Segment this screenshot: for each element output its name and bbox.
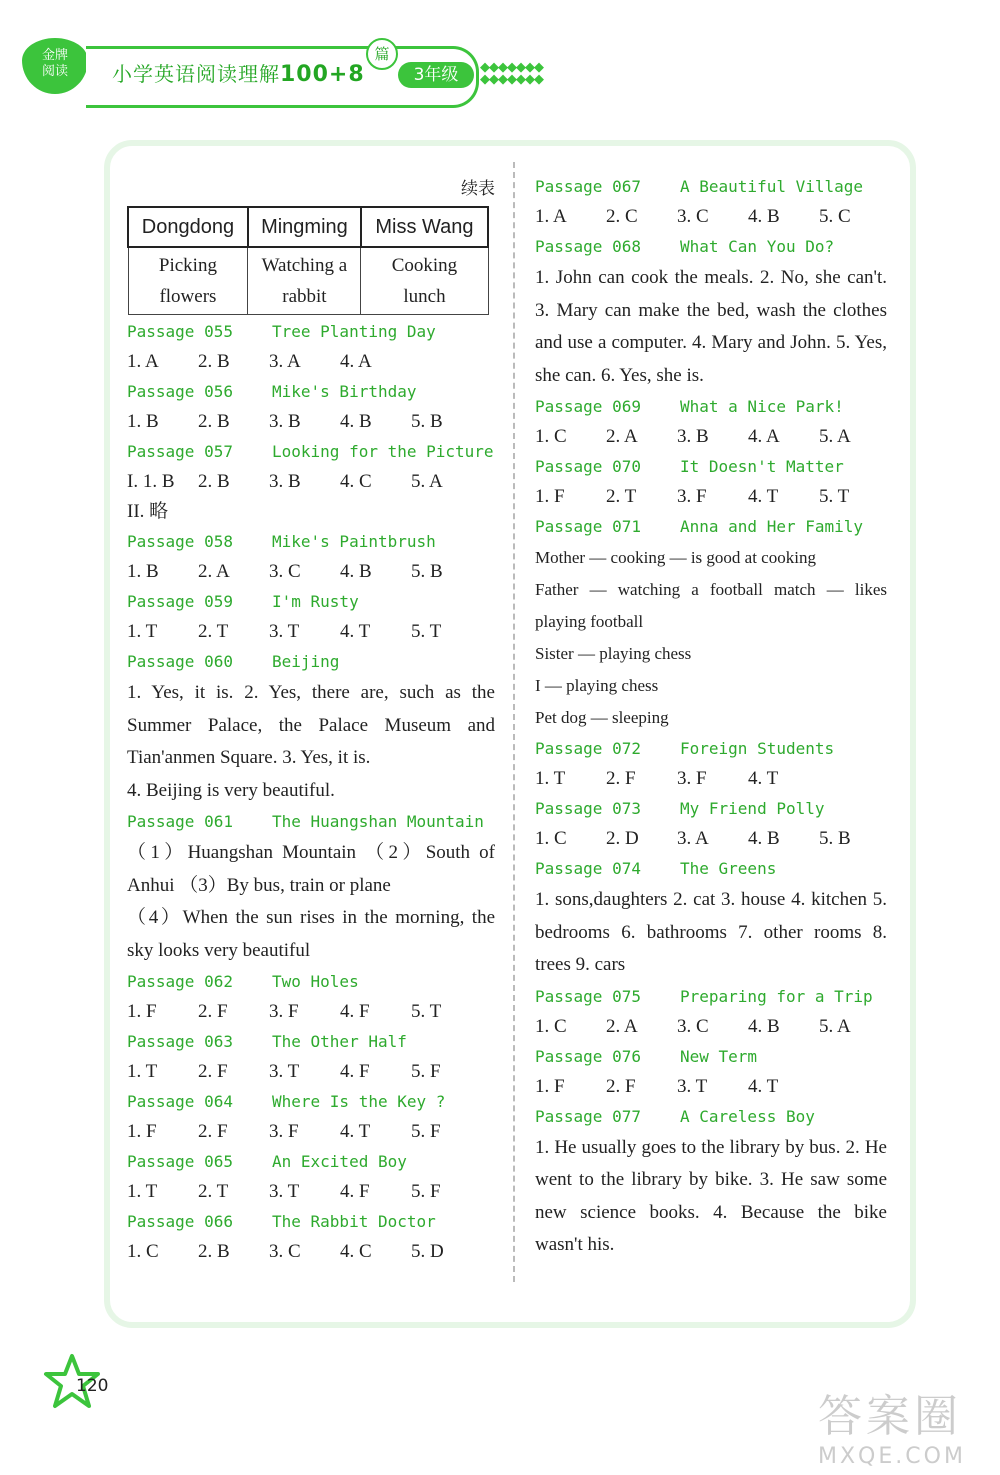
diamond-row: ◆◆◆◆◆◆◆ [480,72,543,87]
answer: 2. T [198,1181,229,1202]
answer-row [127,1237,495,1267]
answer: 3. F [677,768,707,789]
answer: 1. T [127,1061,158,1082]
table-cell [248,247,361,315]
answer: 2. C [606,206,638,227]
answer: 2. F [198,1061,228,1082]
answer: 2. F [606,768,636,789]
passage-heading [127,1147,495,1177]
passage-title: Two Holes [272,972,359,991]
passage-title: Foreign Students [680,739,835,758]
passage-heading [535,982,887,1012]
answer: 4. T [340,621,371,642]
answer-row [535,482,887,512]
answer: 2. A [606,426,638,447]
answer: 3. B [269,411,301,432]
answer: 4. C [340,471,372,492]
answer-text: 1. Yes, it is. 2. Yes, there are, such as the Summer Palace, the Palace Museum and Tian'anmen Square. 3. Yes, it is. [127,682,495,768]
answer: 2. D [606,828,639,849]
passage-number: Passage 070 [535,457,641,476]
passage-title: What Can You Do? [680,237,835,256]
answer: 4. B [340,561,372,582]
answer: 2. B [198,351,230,372]
answer: 5. T [411,1001,442,1022]
answer: 4. A [748,426,780,447]
answer-row [127,997,495,1027]
answer: 1. F [535,486,565,507]
answer: 1. B [127,561,159,582]
answer: 4. T [748,768,779,789]
answer: 1. F [127,1001,157,1022]
answer: 1. C [127,1241,159,1262]
passage-title: Where Is the Key ? [272,1092,446,1111]
answer-row [535,202,887,232]
passage-number: Passage 059 [127,592,233,611]
table-cell-line: Watching a [261,255,348,276]
passage-number: Passage 073 [535,799,641,818]
passage-heading [127,437,495,467]
passage-heading [127,1027,495,1057]
answer: 5. F [411,1181,441,1202]
answer: 3. T [269,1061,300,1082]
answer-text: 1. He usually goes to the library by bus. 2. He went to the library by bike. 3. He saw some new science books. 4. Because the bike wasn't his. [535,1136,887,1255]
answer: 3. A [269,351,301,372]
answer: 3. A [677,828,709,849]
passage-heading [535,232,887,262]
answer-row [127,347,495,377]
passage-title: The Huangshan Mountain [272,812,484,831]
answer: 4. F [340,1181,370,1202]
passage-title: The Other Half [272,1032,407,1051]
passage-title: New Term [680,1046,758,1066]
answer-line: I — playing chess [535,676,659,695]
answer: 2. A [606,1015,638,1037]
answer: 5. A [819,1015,851,1037]
answer: 5. D [411,1241,444,1262]
answer-row [535,1072,887,1102]
grade-label: 3年级 [398,62,474,88]
passage-heading [535,392,887,422]
answer: 2. B [198,1241,230,1262]
answer: 5. A [411,471,443,492]
passage-number: Passage 076 [535,1046,641,1066]
answer-text: 1. sons,daughters 2. cat 3. house 4. kitchen 5. bedrooms 6. bathrooms 7. other rooms 8. trees 9. cars [535,889,887,975]
column-divider [513,162,515,1282]
answer: 4. T [748,1075,779,1097]
answer: 3. T [677,1075,708,1097]
answer-row [535,824,887,854]
passage-number: Passage 061 [127,812,233,831]
passage-number: Passage 068 [535,237,641,256]
page-number: 120 [76,1376,109,1396]
left-column [127,172,495,1267]
passage-title: It Doesn't Matter [680,457,844,476]
continued-table-label: 续表 [461,179,495,199]
table-header: Mingming [248,207,361,247]
answer: 3. F [269,1001,299,1022]
page-header [0,0,1000,120]
pian-mark: 篇 [366,38,398,70]
passage-title: Tree Planting Day [272,322,436,341]
answer: 2. T [606,486,637,507]
diamond-row: ◆◆◆◆◆◆◆ [480,60,543,75]
answer: 2. A [198,561,230,582]
answer: 3. B [269,471,301,492]
passage-heading [535,512,887,542]
passage-number: Passage 069 [535,397,641,416]
answer-text: 1. John can cook the meals. 2. No, she can't. 3. Mary can make the bed, wash the clothes and use a computer. 4. Mary and John. 5. Yes, she can. 6. Yes, she is. [535,267,887,386]
answer: 2. F [198,1121,228,1142]
passage-heading [127,587,495,617]
answer-line: Father — watching a football match — likes playing football [535,580,887,631]
passage-number: Passage 064 [127,1092,233,1111]
table-header: Miss Wang [361,207,488,247]
passage-heading [127,807,495,837]
answer: 5. B [411,411,443,432]
answer: 4. B [748,1015,780,1037]
badge-line-2: 阅读 [41,64,68,79]
passage-title: I'm Rusty [272,592,359,611]
answer-row [127,407,495,437]
answer-row [535,1012,887,1042]
passage-number: Passage 071 [535,517,641,536]
passage-number: Passage 067 [535,177,641,196]
gold-reading-badge [22,38,88,94]
passage-title: An Excited Boy [272,1152,407,1171]
passage-title: My Friend Polly [680,799,825,818]
passage-number: Passage 065 [127,1152,233,1171]
answer-line: Pet dog — sleeping [535,708,669,727]
answer: 4. C [340,1241,372,1262]
answer: 1. C [535,1015,567,1037]
passage-heading [127,967,495,997]
passage-title: Looking for the Picture [272,442,494,461]
answer: 3. C [269,1241,301,1262]
book-title-number: 100+8 [280,62,365,87]
answer: 1. F [535,1075,565,1097]
passage-number: Passage 075 [535,986,641,1006]
answer: 2. T [198,621,229,642]
passage-heading [535,172,887,202]
answer: I. 1. B [127,471,175,492]
passage-heading [535,794,887,824]
table-cell-line: flowers [159,286,217,307]
passage-heading [127,527,495,557]
table-cell-line: Cooking [391,255,458,276]
answer: 5. F [411,1121,441,1142]
answer-row [127,1057,495,1087]
passage-title: What a Nice Park! [680,397,844,416]
passage-number: Passage 058 [127,532,233,551]
answer-row [127,557,495,587]
answer: 5. C [819,206,851,227]
answer: 5. A [819,426,851,447]
answer: 2. F [606,1075,636,1097]
diamond-decoration [480,62,543,86]
answer: 5. T [819,486,850,507]
book-title [112,58,365,87]
answer: 5. B [411,561,443,582]
answer: 3. C [677,1015,709,1037]
passage-number: Passage 066 [127,1212,233,1231]
answer: 5. F [411,1061,441,1082]
answer: 3. T [269,1181,300,1202]
passage-heading [535,1042,887,1072]
passage-number: Passage 056 [127,382,233,401]
table-cell [361,247,488,315]
answer-text: 4. Beijing is very beautiful. [127,779,335,801]
passage-title: Mike's Paintbrush [272,532,436,551]
book-title-text: 小学英语阅读理解 [112,62,280,86]
passage-heading [127,647,495,677]
answer: 3. C [677,206,709,227]
answer-text: （1）Huangshan Mountain （2）South of Anhui （3）By bus, train or plane [127,842,495,896]
answer-row [127,467,495,497]
passage-title: Preparing for a Trip [680,986,873,1006]
answer: 1. A [535,206,567,227]
watermark-url: MXQE.COM [818,1444,966,1469]
passage-number: Passage 055 [127,322,233,341]
answer-row [127,1117,495,1147]
passage-number: Passage 077 [535,1106,641,1126]
answer: 4. A [340,351,372,372]
answer: 5. T [411,621,442,642]
right-column [535,172,887,1262]
answer-row [535,422,887,452]
answer: 4. B [748,206,780,227]
answer: 1. C [535,426,567,447]
answer-line: Mother — cooking — is good at cooking [535,548,816,567]
passage-number: Passage 057 [127,442,233,461]
answer: 4. T [748,486,779,507]
answer-line: Sister — playing chess [535,644,692,663]
passage-heading [535,734,887,764]
answer: 4. F [340,1061,370,1082]
answer: 3. F [677,486,707,507]
answer: 2. B [198,471,230,492]
watermark-logo-text: 答案圈 [818,1391,962,1442]
passage-number: Passage 062 [127,972,233,991]
answer: 3. B [677,426,709,447]
answer: 2. B [198,411,230,432]
table-cell-line: lunch [403,286,446,307]
answer: 1. A [127,351,159,372]
answer: 2. F [198,1001,228,1022]
passage-heading [127,317,495,347]
watermark [818,1380,966,1469]
answer: 3. T [269,621,300,642]
answer: 4. F [340,1001,370,1022]
answer-row-omitted: II. 略 [127,501,169,522]
answer: 1. B [127,411,159,432]
passage-title: Anna and Her Family [680,517,864,536]
passage-number: Passage 074 [535,859,641,878]
answer-row [127,617,495,647]
table-cell-line: rabbit [282,286,327,307]
passage-title: The Greens [680,859,777,878]
answer: 4. B [748,828,780,849]
answer-text: （4）When the sun rises in the morning, the sky looks very beautiful [127,907,495,961]
activity-table [127,206,489,315]
table-cell [128,247,248,315]
table-cell-line: Picking [158,255,217,276]
answer: 3. C [269,561,301,582]
passage-title: Beijing [272,652,340,671]
table-header: Dongdong [128,207,248,247]
answer: 1. F [127,1121,157,1142]
passage-number: Passage 063 [127,1032,233,1051]
passage-heading [127,377,495,407]
passage-title: The Rabbit Doctor [272,1212,436,1231]
answer: 5. B [819,828,851,849]
passage-heading [127,1207,495,1237]
answer: 4. B [340,411,372,432]
passage-heading [535,1102,887,1132]
answer: 1. T [127,1181,158,1202]
passage-number: Passage 060 [127,652,233,671]
passage-heading [535,452,887,482]
answer: 1. C [535,828,567,849]
badge-line-1: 金牌 [41,48,68,63]
passage-number: Passage 072 [535,739,641,758]
answer-row [127,1177,495,1207]
answer-row [535,764,887,794]
passage-heading [535,854,887,884]
passage-heading [127,1087,495,1117]
answer: 4. T [340,1121,371,1142]
answer: 1. T [127,621,158,642]
passage-title: A Careless Boy [680,1106,815,1126]
answer: 1. T [535,768,566,789]
answer: 3. F [269,1121,299,1142]
passage-title: Mike's Birthday [272,382,417,401]
passage-title: A Beautiful Village [680,177,864,196]
